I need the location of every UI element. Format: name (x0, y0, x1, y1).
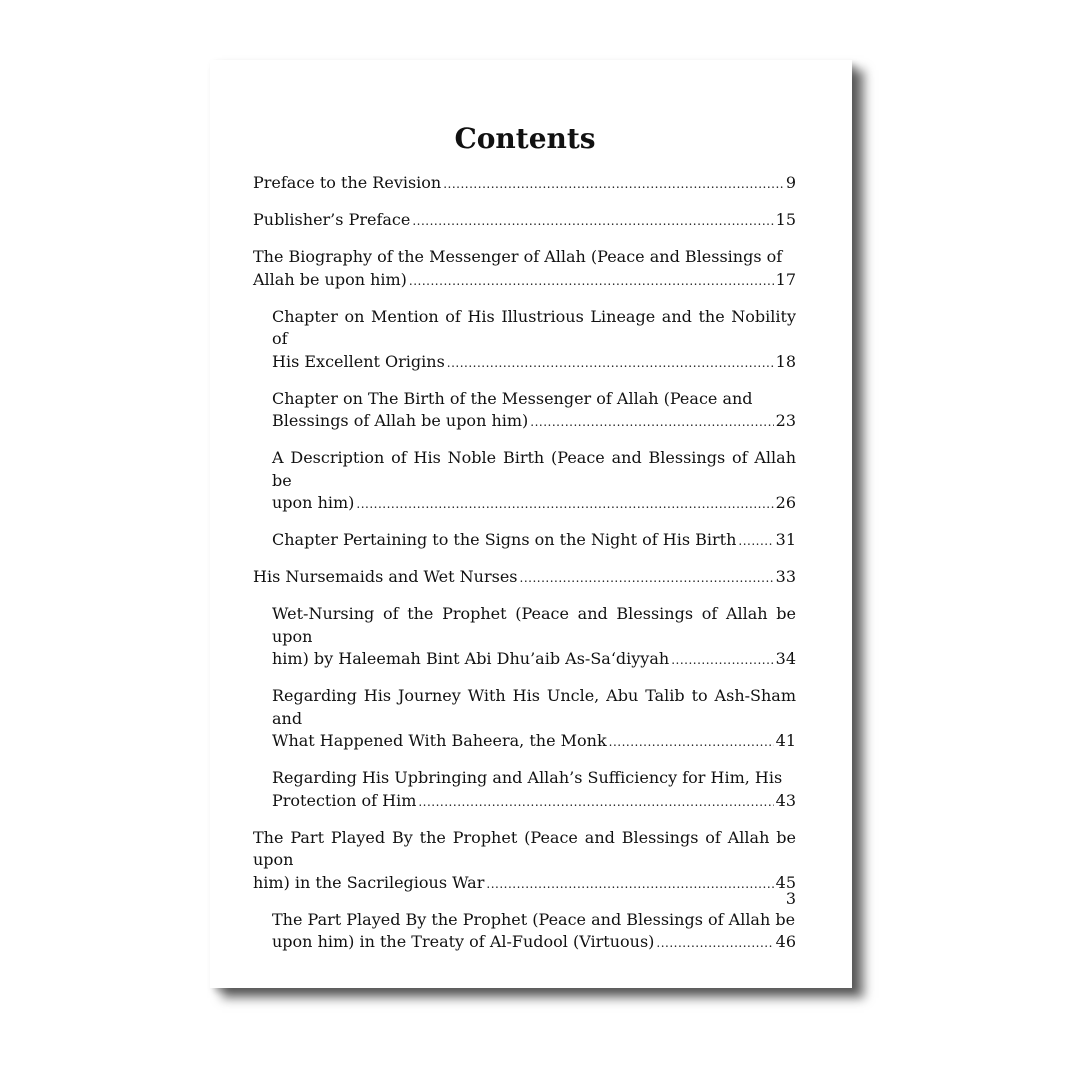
toc-entry-line: A Description of His Noble Birth (Peace and Blessings of Allah be (272, 448, 796, 490)
toc-entry (253, 306, 796, 375)
toc-entry-line (272, 648, 796, 672)
toc-entry-title: Publisher’s Preface (253, 210, 411, 229)
dot-leader (520, 567, 774, 590)
toc-entry-page: 43 (775, 790, 796, 810)
toc-entry-page: 31 (775, 530, 796, 549)
toc-entry (253, 685, 796, 754)
toc-entry-page: 26 (775, 493, 796, 512)
toc-entry-line: Chapter on Mention of His Illustrious Lineage and the Nobility of (272, 306, 796, 348)
toc-entry-title: Blessings of Allah be upon him) (272, 411, 529, 430)
toc-entry-title: Preface to the Revision (253, 173, 442, 192)
toc-entry-line (272, 529, 796, 553)
toc-entry-title: Allah be upon him) (253, 269, 407, 289)
toc-entry-page: 45 (775, 872, 796, 892)
dot-leader (412, 210, 773, 233)
toc-entry-page: 17 (775, 269, 796, 289)
toc-entry-page: 9 (785, 173, 796, 192)
toc-entry (253, 447, 796, 516)
toc-entry-title: upon him) (272, 493, 355, 512)
toc-entry (253, 603, 796, 672)
toc-entry-line (272, 931, 796, 955)
toc-entry-page: 15 (775, 210, 796, 229)
page-number: 3 (785, 889, 796, 908)
toc-entry (253, 827, 796, 896)
toc-entry-line: The Biography of the Messenger of Allah (Peace and Blessings of (253, 247, 783, 266)
toc-entry-line (253, 172, 796, 196)
dot-leader (671, 649, 773, 672)
toc-entry (253, 529, 796, 553)
toc-entry-line (253, 209, 796, 233)
toc-entry-title: him) by Haleemah Bint Abi Dhu’aib As-Sa‘diyyah (272, 649, 670, 668)
toc-entry-line (272, 410, 796, 434)
toc-entry-line (253, 269, 796, 293)
toc-entry-page: 34 (775, 649, 796, 668)
dot-leader (609, 731, 774, 754)
toc-entry-line: The Part Played By the Prophet (Peace and Blessings of Allah be (272, 909, 796, 929)
toc-entry-page: 46 (775, 932, 796, 951)
dot-leader (409, 270, 774, 293)
toc-entry-title: him) in the Sacrilegious War (253, 872, 485, 892)
toc-entry-line (272, 790, 796, 814)
dot-leader (530, 411, 773, 434)
toc-entry-line: Regarding His Journey With His Uncle, Abu Talib to Ash-Sham and (272, 686, 796, 728)
toc-entry-title: Protection of Him (272, 790, 417, 810)
toc-entry-title: upon him) in the Treaty of Al-Fudool (Virtuous) (272, 932, 655, 951)
toc-entry-line (272, 730, 796, 754)
toc-entry-line (272, 351, 796, 375)
dot-leader (443, 173, 784, 196)
dot-leader (356, 493, 773, 516)
toc-entry-line (253, 872, 796, 896)
toc-entry-line: Chapter on The Birth of the Messenger of Allah (Peace and (272, 388, 753, 408)
toc-entry-title: His Excellent Origins (272, 351, 445, 371)
toc-entry-title: His Nursemaids and Wet Nurses (253, 567, 518, 586)
toc-entry (253, 767, 796, 813)
toc-entry-line (272, 492, 796, 516)
toc-entry (253, 209, 796, 233)
toc-entry-title: What Happened With Baheera, the Monk (272, 731, 607, 750)
toc-entry (253, 246, 796, 292)
toc-entry-title: Chapter Pertaining to the Signs on the Night of His Birth (272, 530, 737, 549)
toc-entry-line (253, 566, 796, 590)
toc-entry-line: The Part Played By the Prophet (Peace and Blessings of Allah be upon (253, 827, 796, 869)
toc-entry-page: 33 (775, 567, 796, 586)
table-of-contents (253, 172, 796, 968)
dot-leader (486, 873, 773, 896)
page-title: Contents (454, 122, 596, 155)
toc-entry (253, 566, 796, 590)
dot-leader (418, 791, 773, 814)
toc-entry (253, 909, 796, 955)
dot-leader (447, 352, 774, 375)
toc-entry-page: 18 (775, 351, 796, 371)
dot-leader (738, 530, 773, 553)
toc-entry-page: 23 (775, 411, 796, 430)
toc-entry-line: Regarding His Upbringing and Allah’s Sufficiency for Him, His (272, 768, 783, 787)
toc-entry (253, 172, 796, 196)
toc-entry (253, 388, 796, 434)
toc-entry-line: Wet-Nursing of the Prophet (Peace and Blessings of Allah be upon (272, 604, 796, 646)
toc-entry-page: 41 (775, 731, 796, 750)
dot-leader (656, 932, 773, 955)
